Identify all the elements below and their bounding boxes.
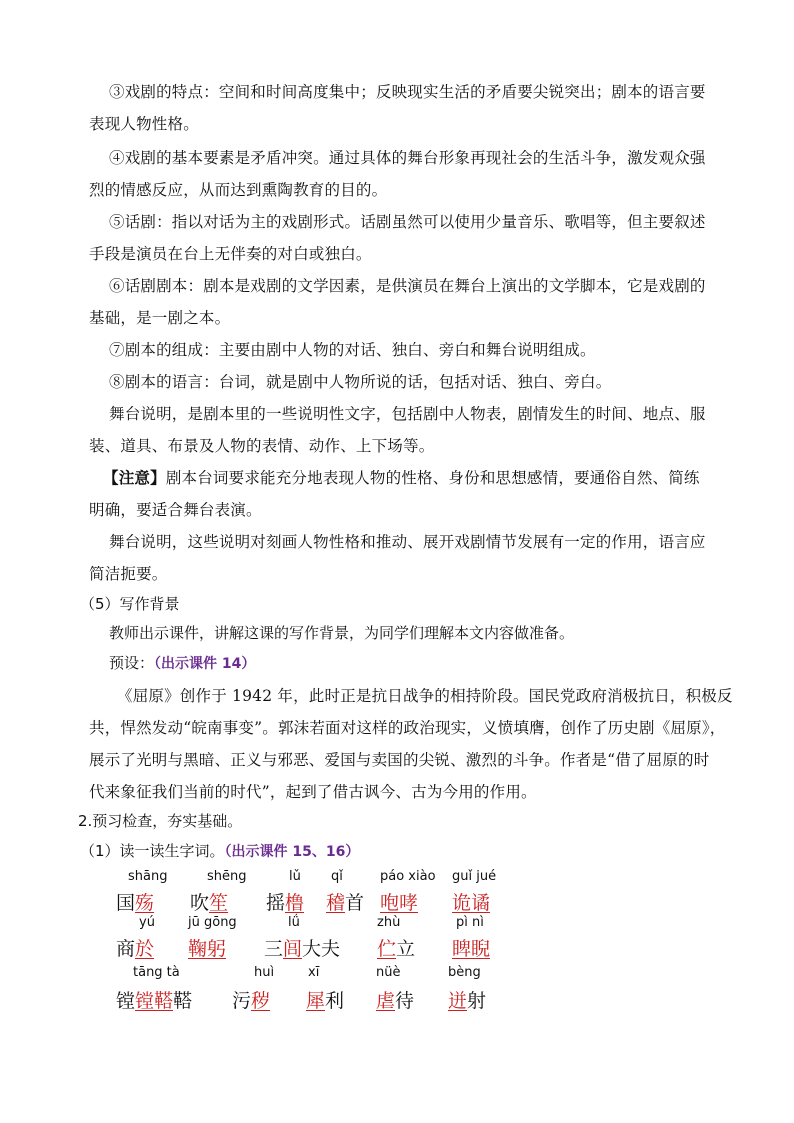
vocab-highlight-char: 睥睨 [452, 938, 491, 960]
preset-line [109, 652, 255, 673]
pinyin-label: lǘ [288, 915, 300, 930]
background-line-3: 展示了光明与黑暗、正义与邪恶、爱国与卖国的尖锐、激烈的斗争。作者是“借了屈原的时 [89, 751, 710, 769]
vocab-highlight-char: 殇 [135, 892, 155, 914]
vocab-heading [80, 840, 359, 861]
courseware-ref-15-16: （出示课件 15、16） [224, 844, 360, 860]
vocab-word [116, 934, 154, 961]
vocab-word [376, 986, 414, 1013]
note-tag: 【注意】 [103, 468, 166, 487]
vocab-word-prefix: 污 [232, 990, 252, 1012]
vocab-highlight-char: 闾 [283, 938, 303, 960]
vocab-word-prefix: 三 [264, 938, 284, 960]
preset-label: 预设： [109, 654, 155, 672]
paragraph-6-line-1: ⑥话剧剧本：剧本是戏剧的文学因素，是供演员在舞台上演出的文学脚本，它是戏剧的 [109, 277, 706, 295]
pinyin-label: xī [308, 965, 320, 980]
vocab-word [188, 934, 226, 961]
paragraph-3-line-1: ③戏剧的特点：空间和时间高度集中；反映现实生活的矛盾要尖锐突出；剧本的语言要 [109, 83, 706, 101]
vocab-word [448, 986, 486, 1013]
vocab-word [232, 986, 270, 1013]
vocab-word [264, 934, 340, 961]
vocab-word [452, 934, 490, 961]
paragraph-3-line-2: 表现人物性格。 [89, 115, 199, 133]
vocab-word-prefix: 镗 [116, 990, 136, 1012]
pinyin-label: shāng [128, 869, 168, 884]
paragraph-7: ⑦剧本的组成：主要由剧中人物的对话、独白、旁白和舞台说明组成。 [109, 341, 596, 359]
vocab-highlight-char: 镗鞳 [135, 990, 174, 1012]
section-2-heading: 2.预习检查，夯实基础。 [78, 812, 243, 830]
vocab-highlight-char: 笙 [209, 892, 229, 914]
vocab-highlight-char: 伫 [377, 938, 397, 960]
paragraph-4-line-2: 烈的情感反应，从而达到熏陶教育的目的。 [89, 181, 388, 199]
vocab-word-prefix: 商 [116, 938, 136, 960]
vocab-word [190, 888, 228, 915]
vocab-word-suffix: 鞳 [173, 990, 193, 1012]
pinyin-label: guǐ jué [452, 869, 497, 884]
vocab-word [377, 934, 415, 961]
vocab-highlight-char: 诡谲 [452, 892, 491, 914]
paragraph-8: ⑧剧本的语言：台词，就是剧中人物所说的话，包括对话、独白、旁白。 [109, 373, 612, 391]
vocab-word [266, 888, 304, 915]
vocab-word-suffix: 立 [396, 938, 416, 960]
vocab-highlight-char: 鞠躬 [188, 938, 227, 960]
pinyin-label: jū gōng [188, 915, 237, 930]
pinyin-label: qǐ [331, 869, 343, 884]
pinyin-label: huì [254, 965, 275, 980]
vocab-word-prefix: 摇 [266, 892, 286, 914]
pinyin-label: nüè [376, 965, 401, 980]
vocab-word [116, 888, 154, 915]
paragraph-9-line-2: 装、道具、布景及人物的表情、动作、上下场等。 [89, 437, 435, 455]
vocab-highlight-char: 稽 [326, 892, 346, 914]
pinyin-label: yú [139, 915, 155, 930]
pinyin-label: shēng [207, 869, 247, 884]
pinyin-label: tāng tà [133, 965, 180, 980]
vocab-highlight-char: 秽 [251, 990, 271, 1012]
vocab-word [326, 888, 364, 915]
pinyin-label: bèng [448, 965, 481, 980]
pinyin-label: páo xiào [380, 869, 436, 884]
pinyin-label: pì nì [456, 915, 484, 930]
paragraph-11-line-2: 简洁扼要。 [89, 565, 168, 583]
section-5-heading: （5）写作背景 [80, 595, 180, 613]
note-text: 剧本台词要求能充分地表现人物的性格、身份和思想感情，要通俗自然、简练 [165, 469, 700, 487]
paragraph-4-line-1: ④戏剧的基本要素是矛盾冲突。通过具体的舞台形象再现社会的生活斗争，激发观众强 [109, 149, 706, 167]
vocab-word [380, 888, 418, 915]
vocab-highlight-char: 咆哮 [380, 892, 419, 914]
paragraph-6-line-2: 基础，是一剧之本。 [89, 309, 231, 327]
vocab-word [116, 986, 192, 1013]
vocab-highlight-char: 橹 [285, 892, 305, 914]
paragraph-10-line-1 [103, 466, 700, 488]
background-line-2: 共，悍然发动“皖南事变”。郭沫若面对这样的政治现实，义愤填膺，创作了历史剧《屈原》， [89, 719, 726, 737]
vocab-word-suffix: 大夫 [302, 938, 341, 960]
background-line-4: 代来象征我们当前的时代”，起到了借古讽今、古为今用的作用。 [89, 783, 537, 801]
pinyin-label: lǔ [289, 869, 301, 884]
vocab-word-suffix: 待 [395, 990, 415, 1012]
paragraph-11-line-1: 舞台说明，这些说明对刻画人物性格和推动、展开戏剧情节发展有一定的作用，语言应 [109, 533, 706, 551]
paragraph-10-line-2: 明确，要适合舞台表演。 [89, 501, 262, 519]
paragraph-5-line-1: ⑤话剧：指以对话为主的戏剧形式。话剧虽然可以使用少量音乐、歌唱等，但主要叙述 [109, 213, 706, 231]
vocab-heading-text: （1）读一读生字词。 [80, 842, 225, 860]
vocab-highlight-char: 犀 [306, 990, 326, 1012]
vocab-word-prefix: 国 [116, 892, 136, 914]
vocab-highlight-char: 於 [135, 938, 155, 960]
courseware-ref-14: （出示课件 14） [154, 656, 256, 672]
background-line-1: 《屈原》创作于 1942 年，此时正是抗日战争的相持阶段。国民党政府消极抗日，积极反 [117, 687, 733, 705]
vocab-word [306, 986, 344, 1013]
paragraph-5-line-2: 手段是演员在台上无伴奏的对白或独白。 [89, 245, 372, 263]
vocab-word-suffix: 利 [325, 990, 345, 1012]
vocab-highlight-char: 虐 [376, 990, 396, 1012]
teacher-instruction: 教师出示课件，讲解这课的写作背景，为同学们理解本文内容做准备。 [109, 624, 575, 642]
vocab-word-suffix: 首 [345, 892, 365, 914]
vocab-word-suffix: 射 [467, 990, 487, 1012]
vocab-word-prefix: 吹 [190, 892, 210, 914]
vocab-word [452, 888, 490, 915]
paragraph-9-line-1: 舞台说明，是剧本里的一些说明性文字，包括剧中人物表，剧情发生的时间、地点、服 [109, 405, 706, 423]
vocab-highlight-char: 迸 [448, 990, 468, 1012]
pinyin-label: zhù [377, 915, 401, 930]
